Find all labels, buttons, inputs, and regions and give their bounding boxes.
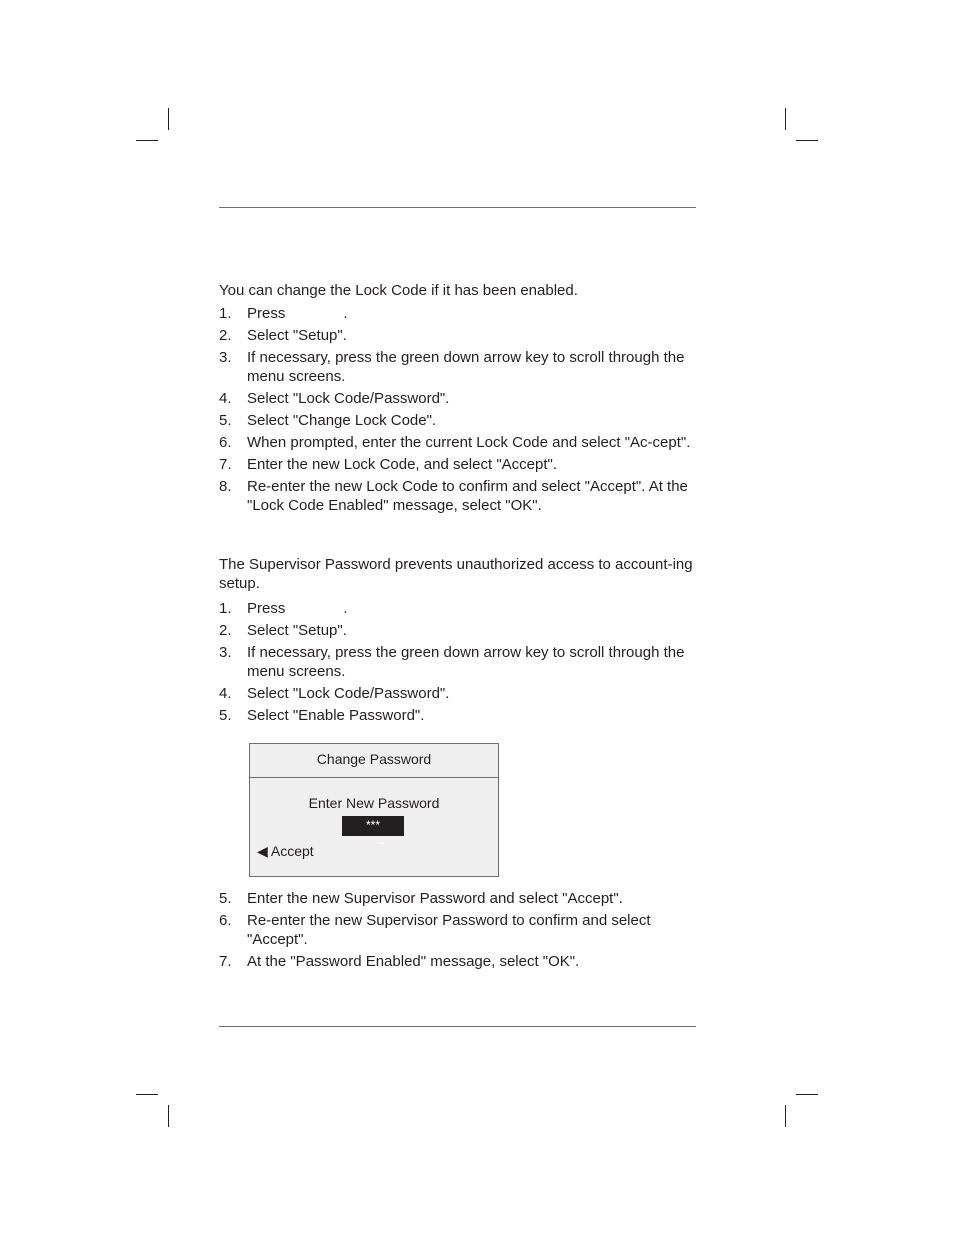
accept-softkey[interactable]: ◀ Accept (257, 843, 314, 859)
list-item (219, 911, 697, 949)
list-item (219, 889, 697, 908)
list-item (219, 411, 697, 430)
crop-mark (168, 1105, 169, 1127)
password-field[interactable] (342, 816, 404, 844)
list-item (219, 455, 697, 474)
step-number: 6. (219, 912, 232, 929)
step-number: 8. (219, 478, 232, 495)
step-text: Select "Lock Code/Password". (247, 390, 450, 407)
list-item (219, 477, 697, 515)
step-text: Enter the new Supervisor Password and select "Accept". (247, 890, 623, 907)
step-number: 1. (219, 600, 232, 617)
list-item (219, 433, 697, 452)
crop-mark (136, 140, 158, 141)
list-item (219, 684, 697, 703)
step-punct: . (343, 600, 348, 617)
list-item (219, 389, 697, 408)
step-number: 1. (219, 305, 232, 322)
step-text: Select "Enable Password". (247, 707, 425, 724)
crop-mark (785, 1105, 786, 1127)
list-item (219, 621, 697, 640)
screen-title: Change Password (250, 744, 498, 778)
device-screen (249, 743, 499, 877)
step-number: 5. (219, 707, 232, 724)
step-number: 5. (219, 412, 232, 429)
crop-mark (168, 108, 169, 130)
step-number: 2. (219, 622, 232, 639)
cursor: _ (377, 830, 385, 844)
crop-mark (796, 1094, 818, 1095)
step-text: When prompted, enter the current Lock Code and select "Ac-cept". (247, 434, 691, 451)
section1-intro: You can change the Lock Code if it has been enabled. (219, 282, 578, 299)
step-text: If necessary, press the green down arrow key to scroll through the menu screens. (247, 349, 685, 385)
list-item (219, 643, 697, 681)
step-text: At the "Password Enabled" message, select "OK". (247, 953, 580, 970)
step-number: 3. (219, 349, 232, 366)
step-text: Press (247, 305, 286, 322)
step-text: Select "Setup". (247, 622, 347, 639)
crop-mark (796, 140, 818, 141)
section2-steps-after (219, 889, 697, 971)
list-item (219, 326, 697, 345)
step-text: Re-enter the new Supervisor Password to confirm and select "Accept". (247, 912, 651, 948)
step-text: Re-enter the new Lock Code to confirm and select "Accept". At the "Lock Code Enabled" message, select "OK". (247, 478, 688, 514)
step-number: 4. (219, 390, 232, 407)
step-text: Select "Setup". (247, 327, 347, 344)
section-spacer (219, 518, 697, 555)
list-item (219, 599, 697, 618)
step-text: Enter the new Lock Code, and select "Accept". (247, 456, 557, 473)
crop-mark (785, 108, 786, 130)
list-item (219, 706, 697, 725)
step-number: 3. (219, 644, 232, 661)
list-item (219, 348, 697, 386)
header-rule (219, 207, 696, 208)
step-number: 2. (219, 327, 232, 344)
section2-steps (219, 599, 697, 725)
password-value: *** (365, 818, 380, 832)
screen-prompt: Enter New Password (308, 795, 440, 811)
step-text: Select "Lock Code/Password". (247, 685, 450, 702)
section1-steps (219, 304, 697, 515)
step-number: 5. (219, 890, 232, 907)
step-number: 6. (219, 434, 232, 451)
step-number: 7. (219, 953, 232, 970)
footer-rule (219, 1026, 696, 1027)
step-text: If necessary, press the green down arrow key to scroll through the menu screens. (247, 644, 685, 680)
step-punct: . (343, 305, 348, 322)
step-text: Select "Change Lock Code". (247, 412, 437, 429)
list-item (219, 304, 697, 323)
crop-mark (136, 1094, 158, 1095)
section2-intro: The Supervisor Password prevents unauthorized access to account-ing setup. (219, 556, 693, 592)
page-content (219, 281, 697, 974)
step-text: Press (247, 600, 286, 617)
list-item (219, 952, 697, 971)
step-number: 4. (219, 685, 232, 702)
step-number: 7. (219, 456, 232, 473)
